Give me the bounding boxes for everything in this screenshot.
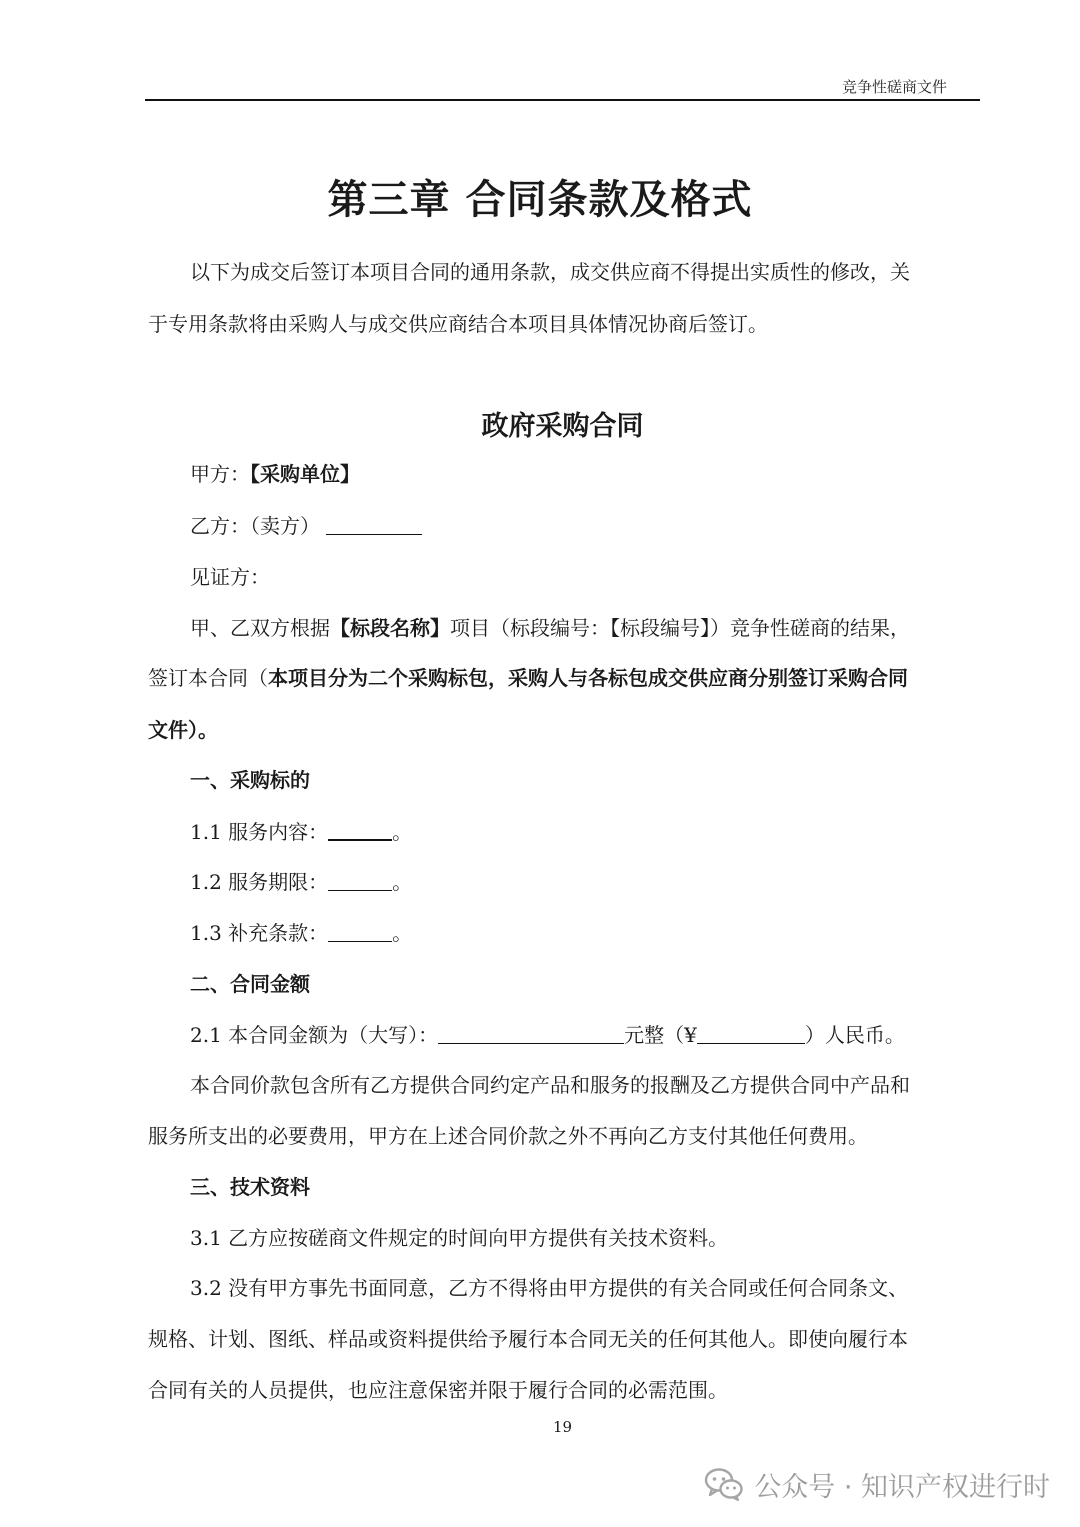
page-number: 19 xyxy=(552,1418,573,1436)
party-b-label: 乙方：（卖方） xyxy=(190,514,320,538)
section-3-heading: 三、技术资料 xyxy=(190,1175,310,1199)
basis-l3-a: 文件） xyxy=(148,718,198,742)
basis-l2-a: 签订本合同（ xyxy=(148,666,268,690)
item-3-1: 3.1 乙方应按磋商文件规定的时间向甲方提供有关技术资料。 xyxy=(190,1226,729,1250)
intro-line-1: 以下为成交后签订本项目合同的通用条款，成交供应商不得提出实质性的修改，关 xyxy=(190,260,910,284)
basis-line-1 xyxy=(190,614,910,642)
item-1-1-blank xyxy=(328,819,392,841)
chapter-title: 第三章 合同条款及格式 xyxy=(327,177,753,223)
price-para-line-1: 本合同价款包含所有乙方提供合同约定产品和服务的报酬及乙方提供合同中产品和 xyxy=(190,1073,910,1097)
party-a-label: 甲方： xyxy=(190,462,250,486)
basis-l3-b: 。 xyxy=(198,718,218,742)
item-1-1 xyxy=(190,818,412,846)
section-2-heading: 二、合同金额 xyxy=(190,972,310,996)
item-1-1-tail: 。 xyxy=(392,820,413,844)
item-1-2 xyxy=(190,868,412,896)
amount-line xyxy=(190,1021,905,1049)
item-3-2-line-3: 合同有关的人员提供，也应注意保密并限于履行合同的必需范围。 xyxy=(148,1378,728,1402)
item-3-2-line-2: 规格、计划、图纸、样品或资料提供给予履行本合同无关的任何其他人。即使向履行本 xyxy=(148,1327,908,1351)
party-b-blank xyxy=(326,514,422,535)
amount-number-blank xyxy=(697,1023,805,1044)
basis-l1-b: 【标段名称】 xyxy=(330,616,450,640)
item-1-3-tail: 。 xyxy=(392,921,413,945)
party-a-line xyxy=(190,460,360,488)
amount-tail: ）人民币。 xyxy=(804,1023,905,1047)
item-1-2-blank xyxy=(328,870,392,891)
item-3-2-line-1: 3.2 没有甲方事先书面同意，乙方不得将由甲方提供的有关合同或任何合同条文、 xyxy=(190,1276,909,1300)
section-1-heading: 一、采购标的 xyxy=(190,768,310,792)
amount-label: 2.1 本合同金额为（大写）： xyxy=(190,1023,439,1047)
item-1-1-label: 1.1 服务内容： xyxy=(190,820,329,844)
party-b-line xyxy=(190,512,422,540)
item-1-2-tail: 。 xyxy=(392,870,413,894)
page-header-text: 竞争性磋商文件 xyxy=(841,78,947,96)
item-1-3-blank xyxy=(328,921,392,942)
basis-l2-b: 本项目分为二个采购标包，采购人与各标包成交供应商分别签订采购合同 xyxy=(268,666,908,690)
basis-l1-c: 项目（标段编号：【标段编号】）竞争性磋商的结果， xyxy=(450,616,910,640)
party-a-value: 【采购单位】 xyxy=(250,462,360,486)
intro-line-2: 于专用条款将由采购人与成交供应商结合本项目具体情况协商后签订。 xyxy=(148,312,768,336)
item-1-2-label: 1.2 服务期限： xyxy=(190,870,329,894)
contract-title: 政府采购合同 xyxy=(481,411,644,442)
basis-line-3 xyxy=(148,716,218,744)
witness-label: 见证方： xyxy=(190,565,270,589)
header-rule xyxy=(145,99,980,101)
basis-l1-a: 甲、乙双方根据 xyxy=(190,616,330,640)
wechat-icon xyxy=(704,1467,744,1501)
basis-line-2 xyxy=(148,664,908,692)
watermark-text: 公众号 · 知识产权进行时 xyxy=(754,1471,1050,1503)
watermark xyxy=(704,1464,1050,1504)
amount-mid: 元整（¥ xyxy=(624,1023,697,1047)
item-1-3-label: 1.3 补充条款： xyxy=(190,921,329,945)
price-para-line-2: 服务所支出的必要费用，甲方在上述合同价款之外不再向乙方支付其他任何费用。 xyxy=(148,1124,868,1148)
item-1-3 xyxy=(190,919,412,947)
amount-words-blank xyxy=(438,1023,624,1044)
